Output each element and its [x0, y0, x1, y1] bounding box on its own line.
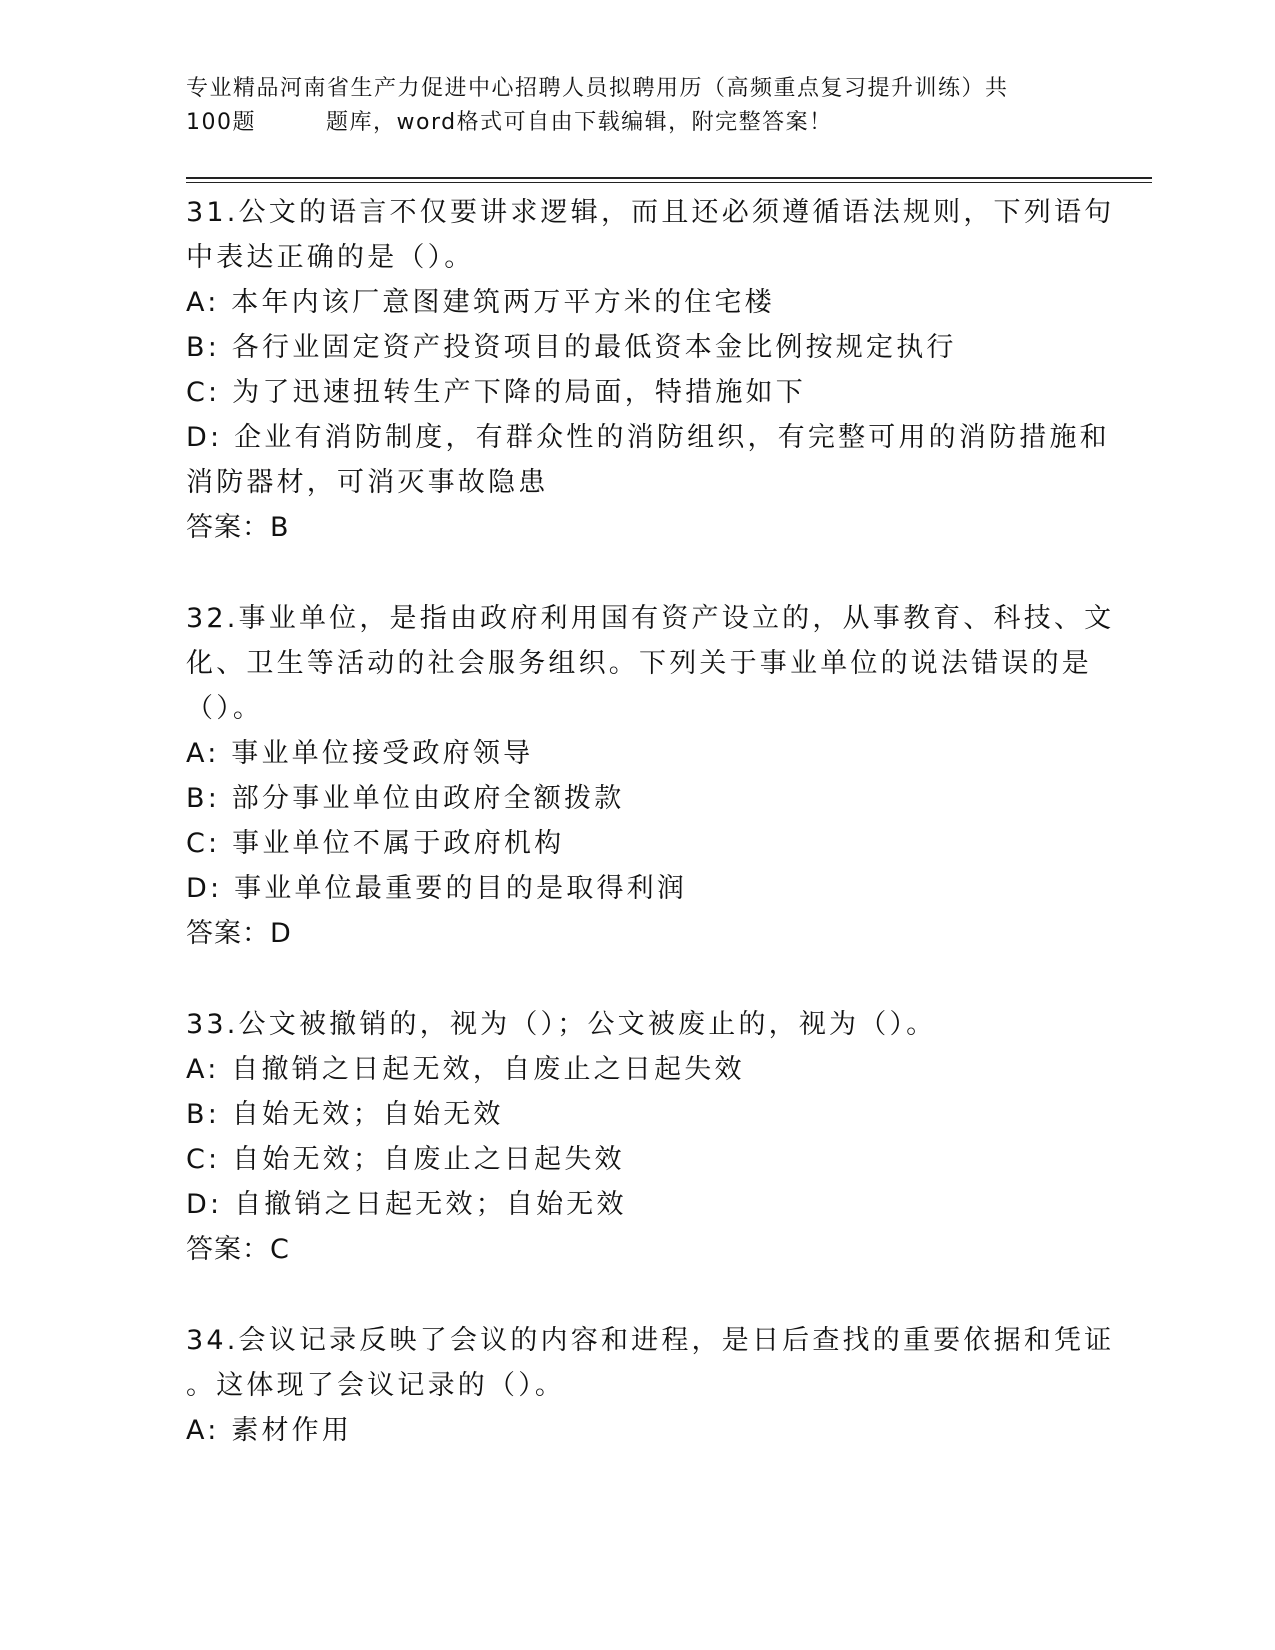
question-stem-line: 。这体现了会议记录的（）。 — [186, 1370, 566, 1401]
answer: 答案：D — [186, 918, 292, 949]
question-stem-line: 31.公文的语言不仅要讲求逻辑，而且还必须遵循语法规则，下列语句 — [186, 197, 1115, 228]
option-c: C: 自始无效；自废止之日起失效 — [186, 1144, 625, 1175]
header-title-line: 专业精品河南省生产力促进中心招聘人员拟聘用历（高频重点复习提升训练）共 — [186, 76, 1009, 101]
question-count: 100题 — [186, 110, 256, 135]
option-b: B: 部分事业单位由政府全额拨款 — [186, 783, 625, 814]
document-header — [186, 72, 1066, 140]
option-a: A: 事业单位接受政府领导 — [186, 738, 534, 769]
question-stem-line: 化、卫生等活动的社会服务组织。下列关于事业单位的说法错误的是 — [186, 648, 1092, 679]
option-c: C: 事业单位不属于政府机构 — [186, 828, 565, 859]
question-32 — [186, 596, 1115, 956]
answer: 答案：C — [186, 1234, 290, 1265]
answer: 答案：B — [186, 512, 290, 543]
option-a: A: 自撤销之日起无效，自废止之日起失效 — [186, 1054, 745, 1085]
option-d: D: 事业单位最重要的目的是取得利润 — [186, 873, 688, 904]
question-31 — [186, 190, 1115, 550]
header-divider-thick — [186, 177, 1152, 179]
option-b: B: 各行业固定资产投资项目的最低资本金比例按规定执行 — [186, 332, 957, 363]
question-stem-line: 32.事业单位，是指由政府利用国有资产设立的，从事教育、科技、文 — [186, 603, 1115, 634]
header-divider-thin — [186, 182, 1152, 183]
question-33 — [186, 1002, 1086, 1272]
option-a: A: 素材作用 — [186, 1415, 353, 1446]
question-list — [186, 190, 1115, 1453]
option-d-continued: 消防器材，可消灭事故隐患 — [186, 467, 549, 498]
option-d: D: 企业有消防制度，有群众性的消防组织，有完整可用的消防措施和 — [186, 422, 1110, 453]
question-34 — [186, 1318, 1115, 1453]
option-a: A: 本年内该厂意图建筑两万平方米的住宅楼 — [186, 287, 775, 318]
header-subtitle-line — [186, 106, 1066, 140]
option-c: C: 为了迅速扭转生产下降的局面，特措施如下 — [186, 377, 806, 408]
question-stem-line: 中表达正确的是（）。 — [186, 242, 475, 273]
question-stem-line: 33.公文被撤销的，视为（）；公文被废止的，视为（）。 — [186, 1009, 937, 1040]
option-b: B: 自始无效；自始无效 — [186, 1099, 504, 1130]
header-description: 题库，word格式可自由下载编辑，附完整答案！ — [326, 110, 833, 135]
question-stem-line: （）。 — [186, 693, 264, 724]
option-d: D: 自撤销之日起无效；自始无效 — [186, 1189, 627, 1220]
question-stem-line: 34.会议记录反映了会议的内容和进程，是日后查找的重要依据和凭证 — [186, 1325, 1115, 1356]
